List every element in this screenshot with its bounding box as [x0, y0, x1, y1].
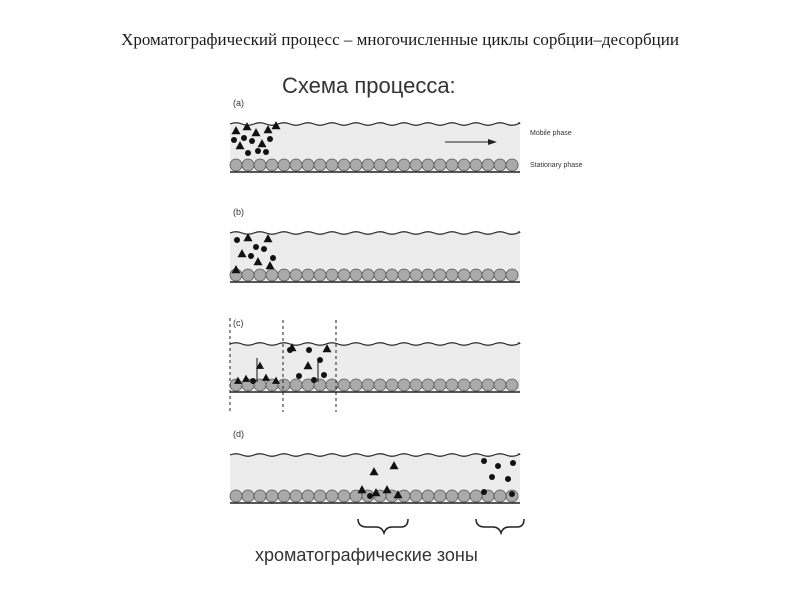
stationary-bead — [506, 269, 518, 281]
stationary-bead — [278, 269, 290, 281]
stationary-bead — [242, 490, 254, 502]
stationary-bead — [314, 269, 326, 281]
panel-c-label: (c) — [233, 318, 244, 328]
stationary-bead — [242, 269, 254, 281]
panel-b-label: (b) — [233, 207, 244, 217]
solute-dot — [261, 246, 267, 252]
solute-dot — [255, 148, 261, 154]
stationary-bead — [338, 490, 350, 502]
stationary-phase-label: Stationary phase — [530, 162, 583, 169]
stationary-bead — [422, 269, 434, 281]
solute-dot — [248, 253, 254, 259]
panel-a-label: (a) — [233, 98, 244, 108]
stationary-bead — [386, 159, 398, 171]
stationary-bead — [338, 269, 350, 281]
stationary-bead — [326, 269, 338, 281]
stationary-bead — [446, 159, 458, 171]
stationary-bead — [482, 379, 494, 391]
panel-a — [230, 98, 520, 172]
stationary-bead — [350, 269, 362, 281]
stationary-bead — [266, 269, 278, 281]
stationary-bead — [470, 159, 482, 171]
stationary-bead — [254, 490, 266, 502]
stationary-bead — [242, 159, 254, 171]
stationary-bead — [494, 159, 506, 171]
stationary-bead — [506, 159, 518, 171]
solute-dot — [296, 373, 302, 379]
stationary-bead — [434, 379, 446, 391]
stationary-bead — [326, 490, 338, 502]
stationary-bead — [434, 269, 446, 281]
stationary-bead — [494, 490, 506, 502]
stationary-bead — [446, 269, 458, 281]
stationary-bead — [290, 269, 302, 281]
stationary-bead — [398, 379, 410, 391]
solute-dot — [241, 135, 247, 141]
stationary-bead — [458, 159, 470, 171]
solute-dot — [481, 458, 487, 464]
stationary-bead — [458, 379, 470, 391]
stationary-bead — [374, 269, 386, 281]
stationary-bead — [386, 269, 398, 281]
solute-dot — [245, 150, 251, 156]
stationary-bead — [302, 490, 314, 502]
stationary-bead — [254, 159, 266, 171]
stationary-bead — [278, 159, 290, 171]
panel-d-label: (d) — [233, 429, 244, 439]
solute-dot — [510, 460, 516, 466]
stationary-bead — [326, 159, 338, 171]
stationary-bead — [302, 269, 314, 281]
chromatographic-zones-label: хроматографические зоны — [255, 545, 478, 565]
stationary-bead — [266, 490, 278, 502]
solute-dot — [231, 137, 237, 143]
solute-dot — [270, 255, 276, 261]
stationary-bead — [422, 159, 434, 171]
solute-dot — [509, 491, 515, 497]
scheme-subtitle: Схема процесса: — [282, 73, 456, 98]
solute-dot — [253, 244, 259, 250]
stationary-bead — [398, 269, 410, 281]
stationary-bead — [422, 490, 434, 502]
stationary-bead — [458, 490, 470, 502]
stationary-bead — [290, 159, 302, 171]
stationary-bead — [230, 490, 242, 502]
solute-dot — [234, 237, 240, 243]
solute-dot — [306, 347, 312, 353]
stationary-bead — [434, 490, 446, 502]
stationary-bead — [254, 269, 266, 281]
stationary-bead — [410, 269, 422, 281]
stationary-bead — [314, 159, 326, 171]
stationary-bead — [494, 269, 506, 281]
solute-dot — [311, 377, 317, 383]
stationary-bead — [482, 159, 494, 171]
solute-dot — [287, 347, 293, 353]
stationary-bead — [482, 269, 494, 281]
stationary-bead — [470, 269, 482, 281]
solute-dot — [367, 493, 373, 499]
mobile-phase-label: Mobile phase — [530, 130, 572, 137]
stationary-bead — [446, 379, 458, 391]
page-title: Хроматографический процесс – многочисленные циклы сорбции–десорбции — [121, 30, 679, 49]
stationary-bead — [290, 490, 302, 502]
stationary-bead — [362, 379, 374, 391]
stationary-bead — [338, 159, 350, 171]
solute-dot — [505, 476, 511, 482]
panel-d — [230, 429, 520, 503]
stationary-bead — [410, 490, 422, 502]
stationary-bead — [350, 159, 362, 171]
zone-brace-left — [358, 519, 408, 533]
stationary-bead — [266, 159, 278, 171]
stationary-bead — [446, 490, 458, 502]
stationary-bead — [410, 159, 422, 171]
solute-dot — [489, 474, 495, 480]
stationary-bead — [506, 379, 518, 391]
stationary-bead — [494, 379, 506, 391]
stationary-bead — [362, 269, 374, 281]
stationary-bead — [410, 379, 422, 391]
stationary-bead — [338, 379, 350, 391]
stationary-bead — [302, 159, 314, 171]
solute-dot — [267, 136, 273, 142]
stationary-bead — [278, 379, 290, 391]
stationary-bead — [398, 159, 410, 171]
solute-dot — [495, 463, 501, 469]
stationary-bead — [230, 159, 242, 171]
solute-dot — [321, 372, 327, 378]
solute-dot — [263, 149, 269, 155]
stationary-bead — [470, 379, 482, 391]
stationary-bead — [374, 379, 386, 391]
stationary-bead — [314, 490, 326, 502]
stationary-bead — [350, 379, 362, 391]
solute-dot — [249, 138, 255, 144]
stationary-bead — [422, 379, 434, 391]
zone-brace-right — [476, 519, 524, 533]
panel-c — [230, 318, 520, 412]
stationary-bead — [434, 159, 446, 171]
panel-b — [230, 207, 520, 282]
stationary-bead — [458, 269, 470, 281]
stationary-bead — [290, 379, 302, 391]
stationary-bead — [386, 379, 398, 391]
solute-dot — [250, 378, 256, 384]
solute-dot — [481, 489, 487, 495]
stationary-bead — [374, 159, 386, 171]
stationary-bead — [362, 159, 374, 171]
stationary-bead — [470, 490, 482, 502]
stationary-bead — [278, 490, 290, 502]
